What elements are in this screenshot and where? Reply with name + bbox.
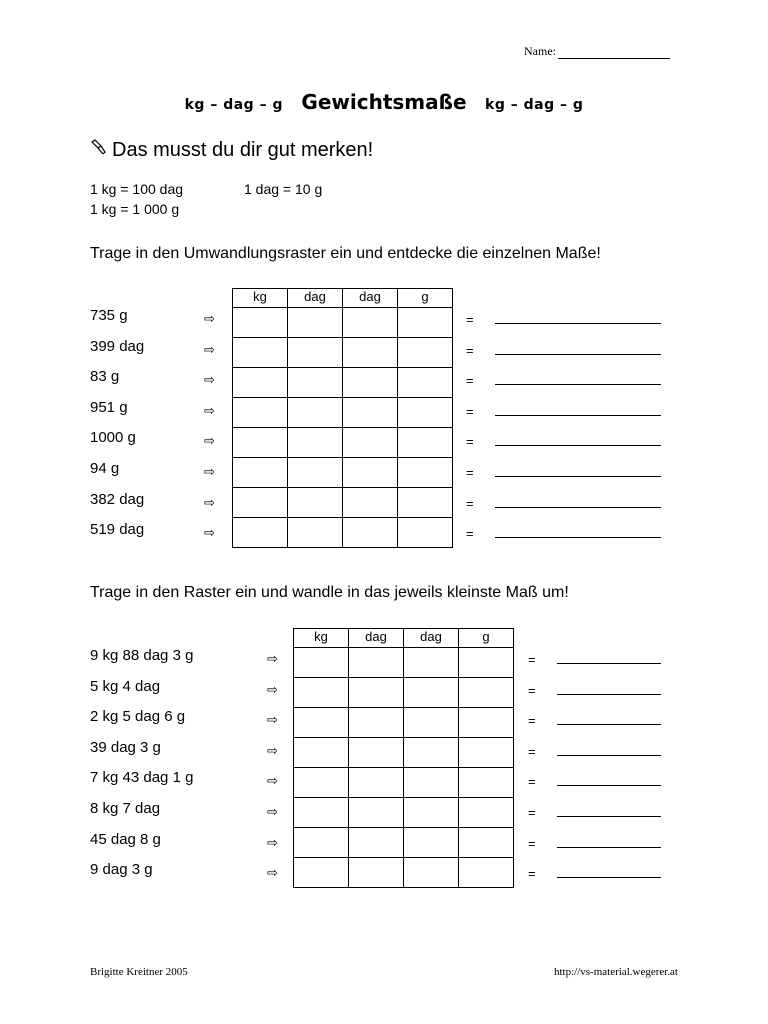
grid-row (233, 488, 453, 518)
grid-cell[interactable] (398, 428, 453, 458)
grid-column-header: g (398, 289, 453, 308)
grid-cell[interactable] (288, 518, 343, 548)
equals-sign: = (466, 495, 474, 511)
answer-line[interactable] (557, 724, 661, 725)
name-blank-line[interactable] (558, 46, 670, 59)
grid-cell[interactable] (294, 678, 349, 708)
answer-line[interactable] (557, 816, 661, 817)
pencil-icon (90, 138, 112, 162)
grid-cell[interactable] (459, 858, 514, 888)
grid-cell[interactable] (288, 368, 343, 398)
grid-cell[interactable] (404, 768, 459, 798)
row-label: 1000 g (90, 429, 136, 447)
grid-cell[interactable] (398, 458, 453, 488)
row-label: 5 kg 4 dag (90, 677, 161, 695)
grid-cell[interactable] (459, 678, 514, 708)
grid-column-header: dag (349, 629, 404, 648)
grid-cell[interactable] (294, 798, 349, 828)
row-label: 39 dag 3 g (90, 738, 161, 756)
grid-row (294, 828, 514, 858)
answer-line[interactable] (495, 323, 661, 324)
row-label: 382 dag (90, 490, 145, 508)
arrow-icon: ⇨ (267, 651, 278, 666)
title-main: Gewichtsmaße (301, 90, 467, 114)
equals-sign: = (466, 526, 474, 542)
grid-cell[interactable] (294, 738, 349, 768)
arrow-icon: ⇨ (204, 464, 215, 479)
equals-sign: = (528, 866, 536, 882)
grid-cell[interactable] (343, 518, 398, 548)
footer-author: Brigitte Kreitner 2005 (90, 966, 188, 978)
grid-cell[interactable] (233, 338, 288, 368)
grid-cell[interactable] (349, 708, 404, 738)
answer-line[interactable] (495, 354, 661, 355)
arrow-icon: ⇨ (204, 433, 215, 449)
grid-cell[interactable] (459, 828, 514, 858)
memo-heading (90, 138, 373, 162)
grid-cell[interactable] (459, 648, 514, 678)
answer-line[interactable] (557, 847, 661, 848)
answer-line[interactable] (495, 476, 661, 477)
grid-cell[interactable] (233, 308, 288, 338)
grid-cell[interactable] (343, 338, 398, 368)
grid-cell[interactable] (404, 828, 459, 858)
row-label: 951 g (90, 398, 128, 416)
row-label: 735 g (90, 307, 128, 324)
grid-cell[interactable] (404, 798, 459, 828)
grid-cell[interactable] (288, 458, 343, 488)
answer-line[interactable] (495, 415, 661, 416)
grid-cell[interactable] (233, 368, 288, 398)
grid-cell[interactable] (343, 308, 398, 338)
answer-line[interactable] (495, 507, 661, 508)
grid-cell[interactable] (398, 398, 453, 428)
equals-sign: = (466, 403, 474, 419)
grid-cell[interactable] (349, 798, 404, 828)
grid-cell[interactable] (349, 768, 404, 798)
arrow-icon: ⇨ (267, 834, 278, 850)
equals-sign: = (466, 373, 474, 389)
answer-line[interactable] (495, 537, 661, 538)
equals-sign: = (528, 805, 536, 820)
arrow-icon: ⇨ (204, 341, 215, 357)
grid-cell[interactable] (233, 488, 288, 518)
answer-line[interactable] (557, 755, 661, 756)
equals-sign: = (528, 774, 536, 790)
answer-line[interactable] (557, 663, 661, 664)
grid-cell[interactable] (398, 488, 453, 518)
grid-cell[interactable] (404, 738, 459, 768)
arrow-icon: ⇨ (204, 494, 215, 510)
grid-cell[interactable] (459, 738, 514, 768)
grid-cell[interactable] (398, 338, 453, 368)
grid-row (233, 308, 453, 338)
grid-cell[interactable] (349, 678, 404, 708)
conversion-grid-2 (293, 628, 514, 888)
grid-row (233, 518, 453, 548)
grid-row (233, 428, 453, 458)
grid-cell[interactable] (288, 428, 343, 458)
grid-cell[interactable] (294, 708, 349, 738)
grid-cell[interactable] (398, 518, 453, 548)
grid-cell[interactable] (459, 708, 514, 738)
arrow-icon: ⇨ (204, 372, 215, 388)
grid-cell[interactable] (404, 678, 459, 708)
arrow-icon: ⇨ (267, 773, 278, 789)
row-label: 519 dag (90, 521, 145, 539)
row-label: 9 dag 3 g (90, 861, 153, 879)
row-label: 83 g (90, 368, 120, 386)
footer-url: http://vs-material.wegerer.at (553, 966, 678, 978)
equals-sign: = (528, 682, 536, 698)
section2-instruction: Trage in den Raster ein und wandle in das jeweils kleinste Maß um! (90, 584, 569, 601)
grid-cell[interactable] (343, 458, 398, 488)
grid-row (294, 678, 514, 708)
arrow-icon: ⇨ (267, 742, 278, 758)
grid-cell[interactable] (233, 398, 288, 428)
grid-row (294, 858, 514, 888)
grid-cell[interactable] (233, 458, 288, 488)
grid-cell[interactable] (288, 338, 343, 368)
grid-row (294, 648, 514, 678)
row-label: 399 dag (90, 337, 145, 355)
arrow-icon: ⇨ (267, 804, 278, 819)
arrow-icon: ⇨ (267, 712, 278, 728)
grid-cell[interactable] (404, 858, 459, 888)
equals-sign: = (466, 342, 474, 358)
name-label: Name: (524, 44, 556, 58)
grid-cell[interactable] (294, 828, 349, 858)
equals-sign: = (466, 434, 474, 450)
memo-text: Das musst du dir gut merken! (112, 139, 374, 161)
grid-column-header: dag (288, 289, 343, 308)
grid-cell[interactable] (349, 828, 404, 858)
grid-cell[interactable] (404, 648, 459, 678)
grid-cell[interactable] (294, 648, 349, 678)
answer-line[interactable] (557, 694, 661, 695)
conversion-grid-1 (232, 288, 453, 548)
name-field[interactable] (524, 44, 670, 59)
grid-row (294, 738, 514, 768)
grid-cell[interactable] (398, 368, 453, 398)
equals-sign: = (528, 743, 536, 759)
grid-column-header: g (459, 629, 514, 648)
grid-header-row (294, 629, 514, 648)
grid-cell[interactable] (343, 398, 398, 428)
grid-cell[interactable] (294, 768, 349, 798)
equals-sign: = (466, 465, 474, 480)
grid-cell[interactable] (233, 428, 288, 458)
grid-cell[interactable] (343, 488, 398, 518)
grid-cell[interactable] (459, 768, 514, 798)
row-label: 94 g (90, 460, 120, 477)
row-label: 45 dag 8 g (90, 830, 161, 848)
grid-cell[interactable] (233, 518, 288, 548)
grid-cell[interactable] (349, 858, 404, 888)
grid-column-header: dag (404, 629, 459, 648)
answer-line[interactable] (557, 877, 661, 878)
grid-row (294, 798, 514, 828)
grid-cell[interactable] (288, 488, 343, 518)
answer-line[interactable] (557, 785, 661, 786)
rule-kg-g: 1 kg = 1 000 g (90, 201, 180, 217)
row-label: 7 kg 43 dag 1 g (90, 769, 194, 787)
grid-cell[interactable] (294, 858, 349, 888)
section1-instruction: Trage in den Umwandlungsraster ein und entdecke die einzelnen Maße! (90, 245, 601, 262)
row-label: 2 kg 5 dag 6 g (90, 708, 186, 726)
grid-cell[interactable] (343, 428, 398, 458)
grid-header-row (233, 289, 453, 308)
grid-cell[interactable] (349, 648, 404, 678)
arrow-icon: ⇨ (204, 402, 215, 418)
grid-column-header: dag (343, 289, 398, 308)
row-label: 9 kg 88 dag 3 g (90, 647, 194, 664)
row-label: 8 kg 7 dag (90, 800, 161, 817)
grid-cell[interactable] (343, 368, 398, 398)
grid-row (294, 768, 514, 798)
equals-sign: = (528, 713, 536, 729)
grid-row (294, 708, 514, 738)
grid-cell[interactable] (404, 708, 459, 738)
page-title (0, 90, 768, 114)
arrow-icon: ⇨ (267, 865, 278, 881)
grid-row (233, 368, 453, 398)
title-units-right: kg – dag – g (485, 97, 584, 113)
equals-sign: = (528, 652, 536, 667)
grid-cell[interactable] (288, 398, 343, 428)
equals-sign: = (528, 835, 536, 851)
arrow-icon: ⇨ (204, 525, 215, 541)
arrow-icon: ⇨ (267, 681, 278, 697)
grid-cell[interactable] (349, 738, 404, 768)
grid-cell[interactable] (398, 308, 453, 338)
answer-line[interactable] (495, 384, 661, 385)
grid-row (233, 338, 453, 368)
rule-dag-g: 1 dag = 10 g (244, 181, 323, 197)
grid-cell[interactable] (459, 798, 514, 828)
rule-kg-dag: 1 kg = 100 dag (90, 181, 184, 197)
grid-row (233, 398, 453, 428)
grid-column-header: kg (233, 289, 288, 308)
title-units-left: kg – dag – g (184, 97, 283, 113)
grid-row (233, 458, 453, 488)
grid-cell[interactable] (288, 308, 343, 338)
answer-line[interactable] (495, 445, 661, 446)
equals-sign: = (466, 312, 474, 327)
arrow-icon: ⇨ (204, 311, 215, 326)
grid-column-header: kg (294, 629, 349, 648)
